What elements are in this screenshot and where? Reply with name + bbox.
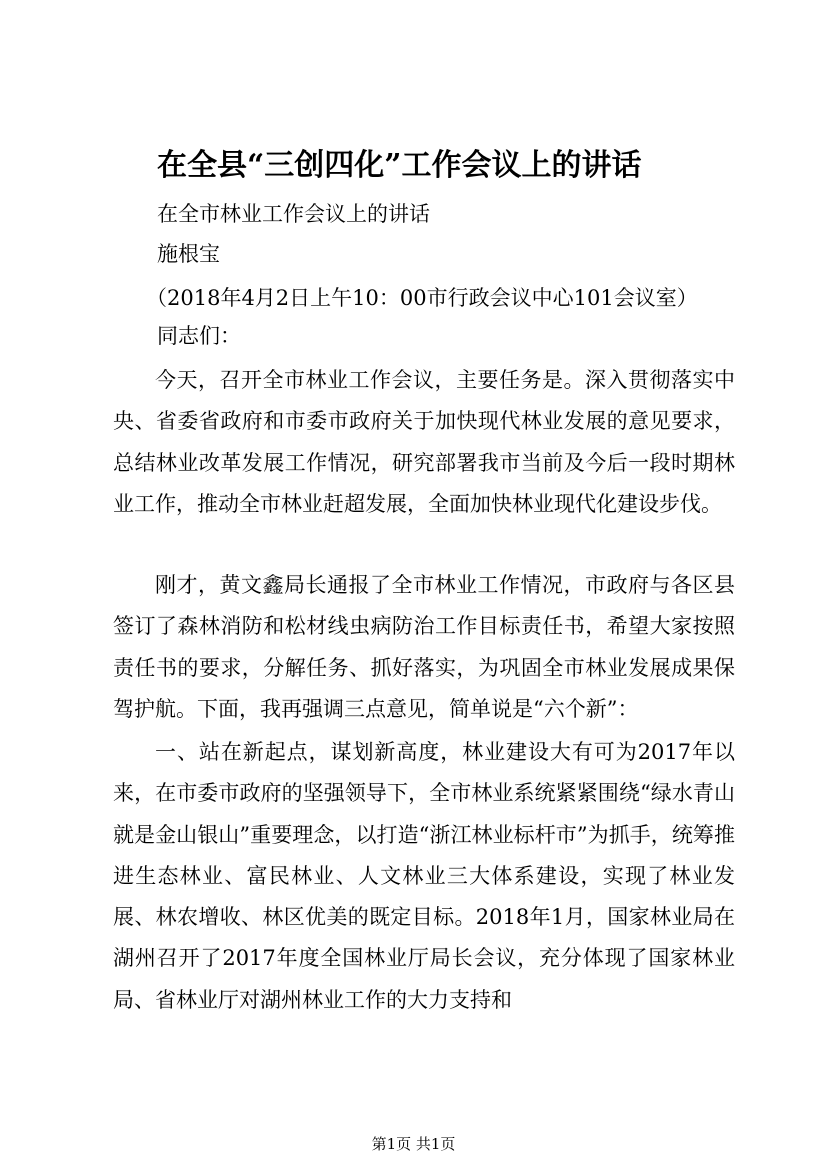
- body-paragraph-1: 今天，召开全市林业工作会议，主要任务是。深入贯彻落实中央、省委省政府和市委市政府关于加快现代林业发展的意见要求，总结林业改革发展工作情况，研究部署我市当前及今后一段时期林业工作，推动全市林业赶超发展，全面加快林业现代化建设步伐。: [113, 368, 735, 516]
- salutation: 同志们：: [157, 324, 241, 348]
- document-title: 在全县“三创四化”工作会议上的讲话: [157, 148, 642, 183]
- body-paragraph-2: 刚才，黄文鑫局长通报了全市林业工作情况，市政府与各区县签订了森林消防和松材线虫病防治工作目标责任书，希望大家按照责任书的要求，分解任务、抓好落实，为巩固全市林业发展成果保驾护航。下面，我再强调三点意见，简单说是“六个新”：: [113, 573, 735, 721]
- body-paragraph-3: 一、站在新起点，谋划新高度，林业建设大有可为2017年以来，在市委市政府的坚强领导下，全市林业系统紧紧围绕“绿水青山就是金山银山”重要理念，以打造“浙江林业标杆市”为抓手，统筹推进生态林业、富民林业、人文林业三大体系建设，实现了林业发展、林农增收、林区优美的既定目标。2018年1月，国家林业局在湖州召开了2017年度全国林业厅局长会议，充分体现了国家林业局、省林业厅对湖州林业工作的大力支持和: [113, 740, 735, 1012]
- speech-subtitle: 在全市林业工作会议上的讲话: [157, 202, 430, 226]
- page-footer: 第1页 共1页: [371, 1135, 456, 1153]
- meeting-dateline: （2018年4月2日上午10：00市行政会议中心101会议室）: [146, 286, 698, 310]
- speaker-name: 施根宝: [157, 242, 220, 266]
